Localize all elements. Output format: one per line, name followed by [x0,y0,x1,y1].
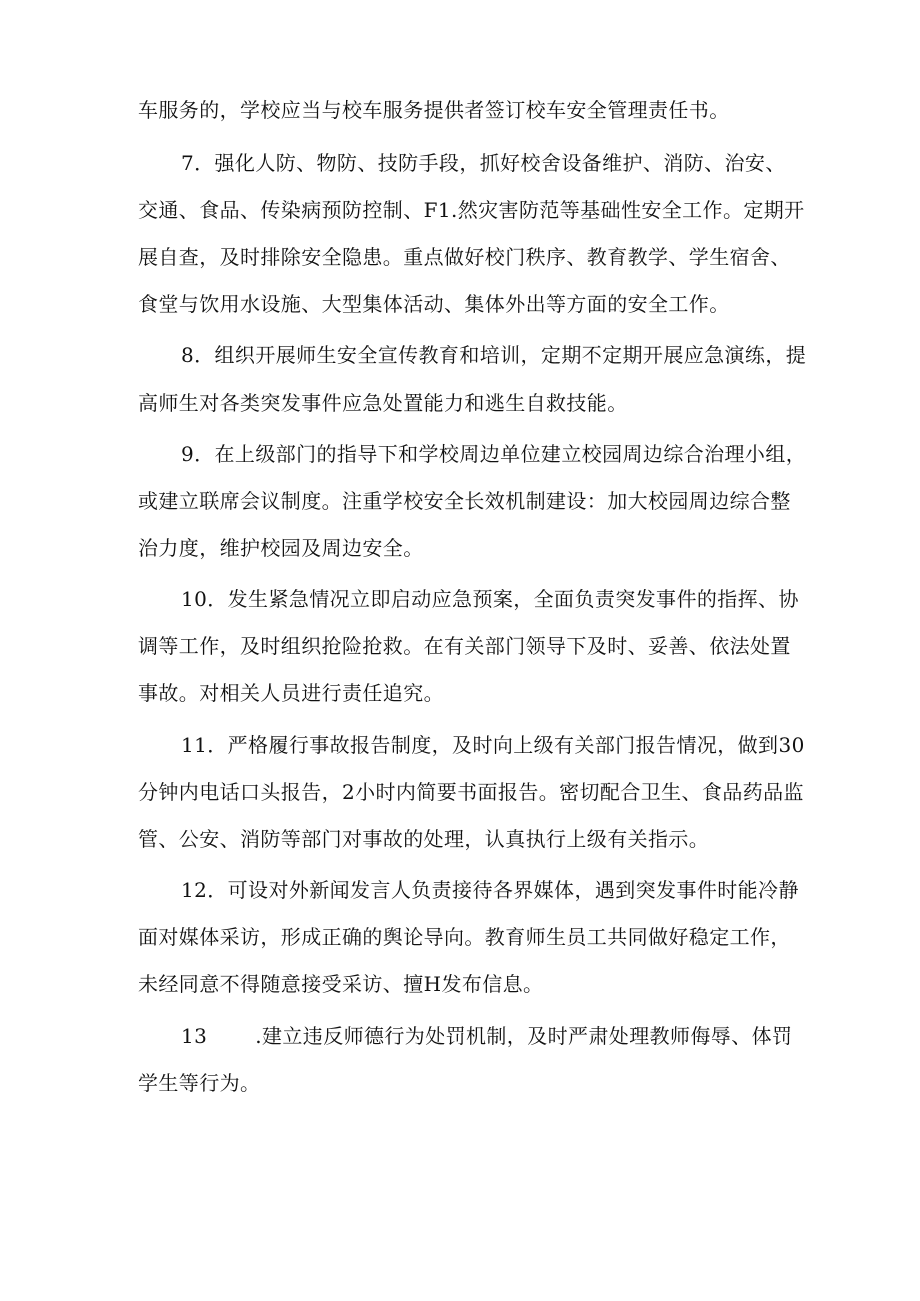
item-11-line-1: 11．严格履行事故报告制度，及时向上级有关部门报告情况，做到30 [181,733,805,757]
item-8-line-1: 8．组织开展师生安全宣传教育和培训，定期不定期开展应急演练，提 [181,343,807,367]
item-8-line-2: 高师生对各类突发事件应急处置能力和逃生自救技能。 [138,391,628,415]
paragraph-line: 车服务的，学校应当与校车服务提供者签订校车安全管理责任书。 [138,98,730,122]
item-13-line-2: 学生等行为。 [138,1071,261,1095]
item-10-line-3: 事故。对相关人员进行责任追究。 [138,681,444,705]
item-9-line-1: 9．在上级部门的指导下和学校周边单位建立校园周边综合治理小组， [181,442,807,466]
item-13-text: .建立违反师德行为处罚机制，及时严肃处理教师侮辱、体罚 [255,1024,793,1048]
item-13-line-1 [181,1024,792,1048]
item-13-number: 13 [181,1024,208,1048]
item-7-line-1: 7．强化人防、物防、技防手段，抓好校舍设备维护、消防、治安、 [181,151,786,175]
item-7-line-3: 展自查，及时排除安全隐患。重点做好校门秩序、教育教学、学生宿舍、 [138,245,791,269]
item-7-line-2: 交通、食品、传染病预防控制、F1.然灾害防范等基础性安全工作。定期开 [138,198,805,222]
item-11-line-2: 分钟内电话口头报告，2小时内简要书面报告。密切配合卫生、食品药品监 [138,780,804,804]
item-9-line-3: 治力度，维护校园及周边安全。 [138,536,424,560]
item-12-line-1: 12．可设对外新闻发言人负责接待各界媒体，遇到突发事件时能冷静 [181,878,799,902]
item-7-line-4: 食堂与饮用水设施、大型集体活动、集体外出等方面的安全工作。 [138,292,730,316]
item-11-line-3: 管、公安、消防等部门对事故的处理，认真执行上级有关指示。 [138,827,710,851]
item-12-line-3: 未经同意不得随意接受采访、擅H发布信息。 [138,972,544,996]
item-10-line-1: 10．发生紧急情况立即启动应急预案，全面负责突发事件的指挥、协 [181,587,799,611]
item-10-line-2: 调等工作，及时组织抢险抢救。在有关部门领导下及时、妥善、依法处置 [138,634,791,658]
item-12-line-2: 面对媒体采访，形成正确的舆论导向。教育师生员工共同做好稳定工作， [138,925,791,949]
item-9-line-2: 或建立联席会议制度。注重学校安全长效机制建设：加大校园周边综合整 [138,489,791,513]
